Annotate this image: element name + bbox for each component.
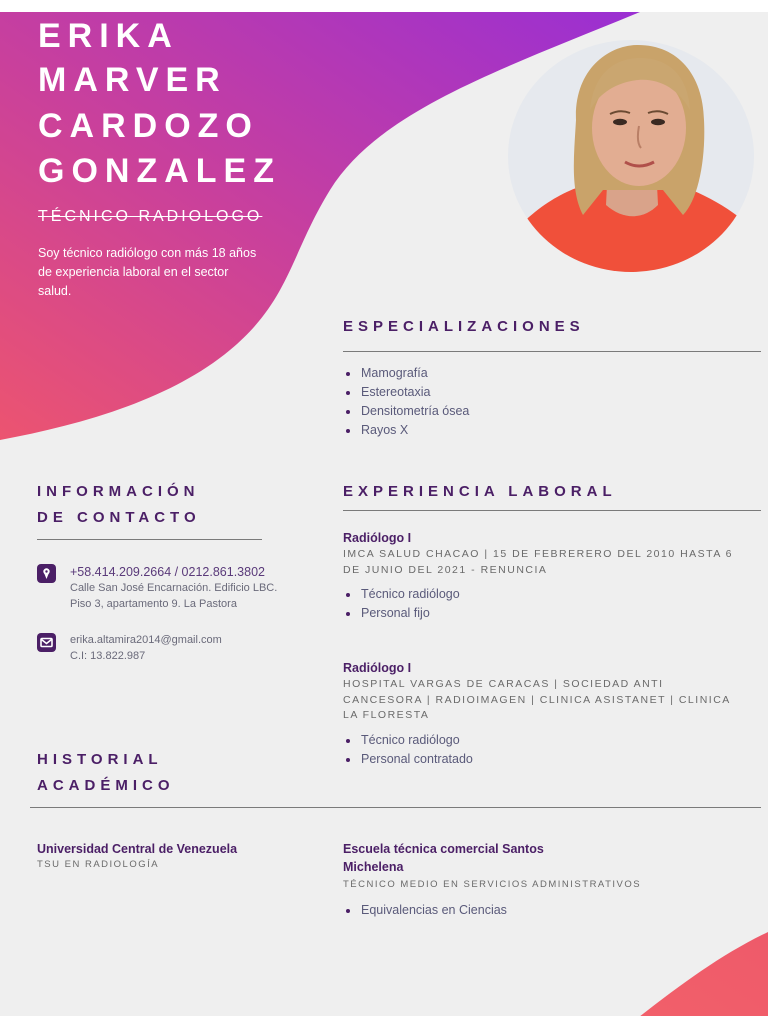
contact-heading-line-1: INFORMACIÓN	[37, 483, 200, 500]
education-heading-line-2: ACADÉMICO	[37, 777, 175, 794]
list-item: Técnico radiólogo	[343, 731, 743, 750]
name-line-4: GONZALEZ	[38, 152, 281, 190]
education-entry-1	[37, 840, 297, 872]
experience-divider	[343, 510, 761, 511]
list-item: Personal fijo	[343, 604, 743, 623]
job-role: Radiólogo I	[343, 661, 412, 675]
experience-heading: EXPERIENCIA LABORAL	[343, 483, 617, 500]
name-line-3: CARDOZO	[38, 107, 259, 145]
job-place: HOSPITAL VARGAS DE CARACAS | SOCIEDAD ANTI CANCESORA | RADIOIMAGEN | CLINICA ASISTANET | CLINICA LA FLORESTA	[343, 678, 731, 721]
list-item: Mamografía	[343, 364, 469, 383]
education-notes	[343, 901, 673, 920]
name-line-1: ERIKA	[38, 17, 179, 55]
list-item: Densitometría ósea	[343, 402, 469, 421]
specializations-list	[343, 364, 469, 440]
institution: Universidad Central de Venezuela	[37, 842, 238, 856]
profile-summary: Soy técnico radiólogo con más 18 años de experiencia laboral en el sector salud.	[38, 246, 257, 298]
job-entry-1	[343, 529, 743, 623]
specializations-divider	[343, 351, 761, 352]
job-duties	[343, 731, 743, 765]
contact-heading	[37, 479, 201, 531]
list-item: Personal contratado	[343, 750, 743, 765]
profile-photo	[508, 40, 754, 272]
email-icon	[37, 633, 56, 652]
list-item: Equivalencias en Ciencias	[343, 901, 673, 920]
bottom-gradient-wave	[630, 932, 768, 1024]
contact-email-block	[70, 632, 222, 664]
education-heading	[37, 747, 175, 799]
list-item: Estereotaxia	[343, 383, 469, 402]
job-title: TÉCNICO RADIOLOGO	[38, 208, 263, 225]
degree: TÉCNICO MEDIO EN SERVICIOS ADMINISTRATIVOS	[343, 879, 642, 890]
email-address[interactable]: erika.altamira2014@gmail.com	[70, 634, 222, 646]
location-icon	[37, 564, 56, 583]
list-item: Rayos X	[343, 421, 469, 440]
education-heading-line-1: HISTORIAL	[37, 751, 163, 768]
job-duties	[343, 585, 743, 623]
job-role: Radiólogo I	[343, 531, 412, 545]
id-number: C.I: 13.822.987	[70, 650, 146, 662]
institution: Escuela técnica comercial Santos Michelena	[343, 842, 544, 874]
job-place: IMCA SALUD CHACAO | 15 DE FEBRERERO DEL 2010 HASTA 6 DE JUNIO DEL 2021 - RENUNCIA	[343, 548, 733, 576]
education-entry-2	[343, 840, 673, 920]
job-entry-2	[343, 659, 743, 765]
address: Calle San José Encarnación. Edificio LBC. Piso 3, apartamento 9. La Pastora	[70, 582, 278, 610]
degree: TSU EN RADIOLOGÍA	[37, 859, 160, 870]
list-item: Técnico radiólogo	[343, 585, 743, 604]
name-line-2: MARVER	[38, 61, 227, 99]
contact-divider	[37, 539, 262, 540]
contact-heading-line-2: DE CONTACTO	[37, 509, 201, 526]
phone-number: +58.414.209.2664 / 0212.861.3802	[70, 565, 265, 579]
contact-address-block	[70, 564, 285, 612]
education-divider	[30, 807, 761, 808]
specializations-heading: ESPECIALIZACIONES	[343, 318, 585, 335]
